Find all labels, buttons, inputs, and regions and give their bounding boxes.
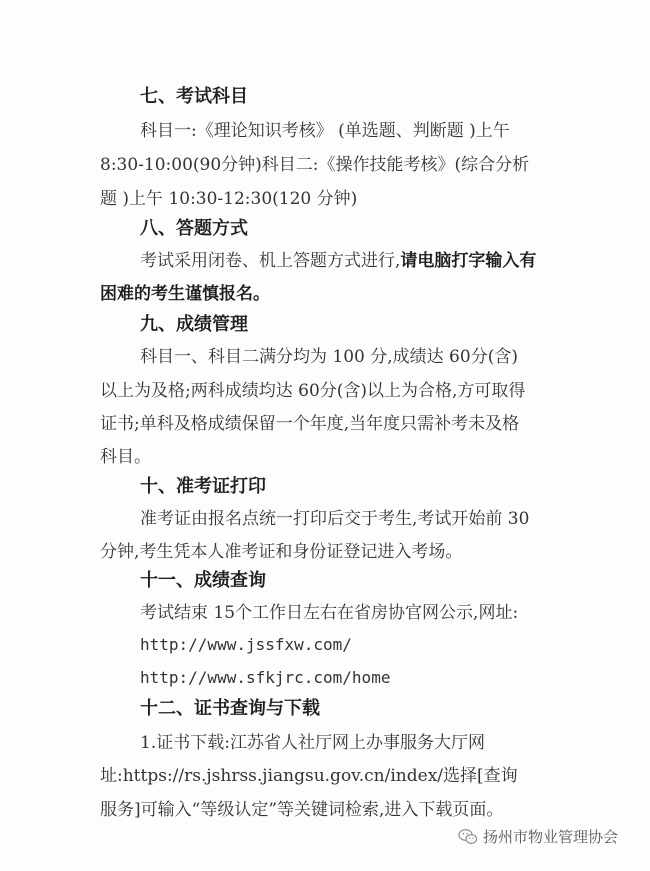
- section-8-heading: 八、答题方式: [140, 218, 248, 239]
- section-12-line-3: 服务]可输入“等级认定”等关键词检索,进入下载页面。: [100, 800, 504, 820]
- section-7-line-3: 题 )上午 10:30-12:30(120 分钟): [100, 189, 358, 209]
- section-10-heading: 十、准考证打印: [140, 476, 266, 497]
- section-11-heading: 十一、成绩查询: [140, 570, 266, 591]
- section-11-url-1: http://www.jssfxw.com/: [140, 635, 352, 654]
- section-7-line-2: 8:30-10:00(90分钟)科目二:《操作技能考核》(综合分析: [100, 155, 530, 175]
- section-10-line-2: 分钟,考生凭本人准考证和身份证登记进入考场。: [100, 542, 463, 562]
- section-12-line-2: 址:https://rs.jshrss.jiangsu.gov.cn/index/选择[查询: [100, 766, 518, 786]
- watermark: [458, 826, 618, 847]
- section-9-line-2: 以上为及格;两科成绩均达 60分(含)以上为合格,方可取得: [100, 381, 526, 401]
- watermark-text: 扬州市物业管理协会: [483, 828, 619, 846]
- section-8-line-1-normal: 考试采用闭卷、机上答题方式进行,: [140, 251, 401, 271]
- section-8-line-1-bold: 请电脑打字输入有: [400, 251, 537, 271]
- section-9-line-1: 科目一、科目二满分均为 100 分,成绩达 60分(含): [140, 347, 518, 367]
- section-11-url-2: http://www.sfkjrc.com/home: [140, 668, 391, 687]
- section-7-line-1: [140, 120, 580, 142]
- section-12-line-1: 1.证书下载:江苏省人社厅网上办事服务大厅网: [140, 733, 485, 753]
- section-8-line-2: 困难的考生谨慎报名。: [100, 284, 270, 304]
- section-9-line-3: 证书;单科及格成绩保留一个年度,当年度只需补考未及格: [100, 414, 520, 434]
- section-10-line-1: 准考证由报名点统一打印后交于考生,考试开始前 30: [140, 509, 530, 529]
- section-9-heading: 九、成绩管理: [140, 314, 248, 335]
- wechat-icon: [458, 828, 478, 846]
- section-12-heading: 十二、证书查询与下载: [140, 698, 320, 719]
- section-7-line-1-text: 科目一:《理论知识考核》 (单选题、判断题 )上午: [140, 121, 510, 141]
- section-8-line-1: [140, 250, 536, 272]
- section-11-line-1: 考试结束 15个工作日左右在省房协官网公示,网址:: [140, 603, 519, 623]
- section-9-line-4: 科目。: [100, 447, 151, 467]
- section-7-heading: 七、考试科目: [140, 86, 248, 107]
